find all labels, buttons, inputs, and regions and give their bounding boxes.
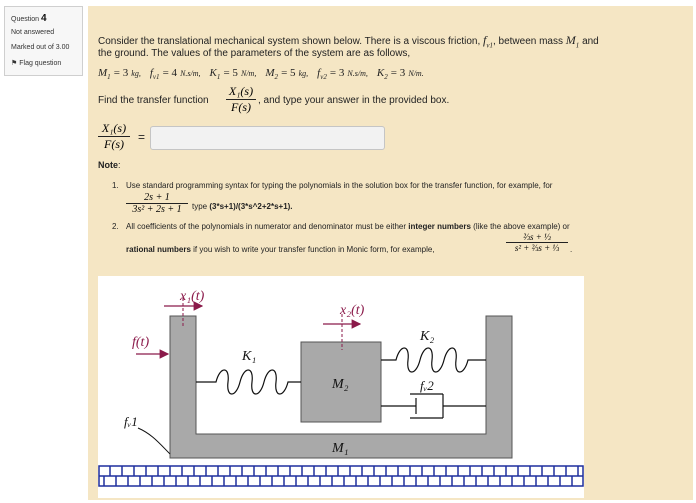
marks-text: Marked out of 3.00	[11, 44, 70, 51]
m1-label: M₁	[332, 441, 349, 456]
fv1-label: fᵥ1	[124, 414, 138, 429]
mechanical-system-diagram	[98, 276, 584, 498]
parameter-item: $K_2 = 3$ N/m.	[376, 67, 424, 82]
flag-question-button[interactable]: ⚑ Flag question	[11, 60, 62, 67]
ground	[99, 466, 583, 486]
fv2-label: fᵥ2	[420, 378, 434, 393]
question-content	[88, 6, 693, 500]
question-number: Question 4	[11, 13, 47, 24]
tf-fraction-answer: X₁(s) F(s)	[98, 121, 130, 152]
k2-label: K₂	[420, 329, 435, 344]
m2-label: M₂	[332, 377, 349, 392]
parameter-item: $f_{v1} = 4$ N.s/m,	[149, 67, 201, 82]
equals-sign: =	[138, 130, 146, 144]
x1-label: x₁(t)	[180, 289, 205, 304]
parameter-item: $M_1 = 3$ kg,	[98, 67, 141, 82]
tf-fraction-inline: X₁(s) F(s)	[226, 84, 256, 115]
note-title: Note:	[98, 160, 121, 170]
note-2-number: 2.	[112, 222, 119, 231]
fv1-leader	[138, 428, 170, 454]
question-info-panel	[4, 6, 83, 76]
answer-input[interactable]	[150, 126, 385, 150]
spring-k1	[196, 370, 301, 394]
example-2-fraction: ⅔s + ⅓ s² + ⅔s + ⅓	[506, 232, 568, 253]
parameter-item: $K_1 = 5$ N/m,	[209, 67, 257, 82]
parameter-list	[98, 67, 433, 81]
example-1-fraction: 2s + 1 3s² + 2s + 1	[126, 192, 188, 215]
find-prefix: Find the transfer function	[98, 95, 209, 106]
damper-fv2	[381, 394, 486, 418]
note-2-text-cont: rational numbers if you wish to write your transfer function in Monic form, for example,	[126, 245, 435, 254]
spring-k2	[381, 348, 486, 372]
example-2-period: .	[570, 245, 573, 254]
k1-label: K₁	[242, 349, 257, 364]
parameter-item: $M_2 = 5$ kg,	[265, 67, 309, 82]
diagram-svg	[98, 276, 584, 498]
note-2-text: All coefficients of the polynomials in numerator and denominator must be either integer numbers (like the above example) or	[126, 222, 570, 231]
note-1-number: 1.	[112, 181, 119, 190]
parameter-item: $f_{v2} = 3$ N.s/m,	[317, 67, 368, 82]
intro-line-2: the ground. The values of the parameters of the system are as follows,	[98, 48, 411, 59]
x2-label: x₂(t)	[340, 303, 365, 318]
flag-icon: ⚑	[11, 60, 18, 67]
example-1-type: type (3*s+1)/(3*s^2+2*s+1).	[192, 202, 293, 211]
intro-line-1: Consider the translational mechanical system shown below. There is a viscous friction, $f_{v1}$, between mass $M_1$ and	[98, 33, 599, 50]
status-text: Not answered	[11, 29, 55, 36]
note-1-text: Use standard programming syntax for typing the polynomials in the solution box for the transfer function, for example, for	[126, 181, 553, 190]
force-label: f(t)	[132, 335, 150, 350]
find-suffix: , and type your answer in the provided box.	[258, 95, 450, 106]
